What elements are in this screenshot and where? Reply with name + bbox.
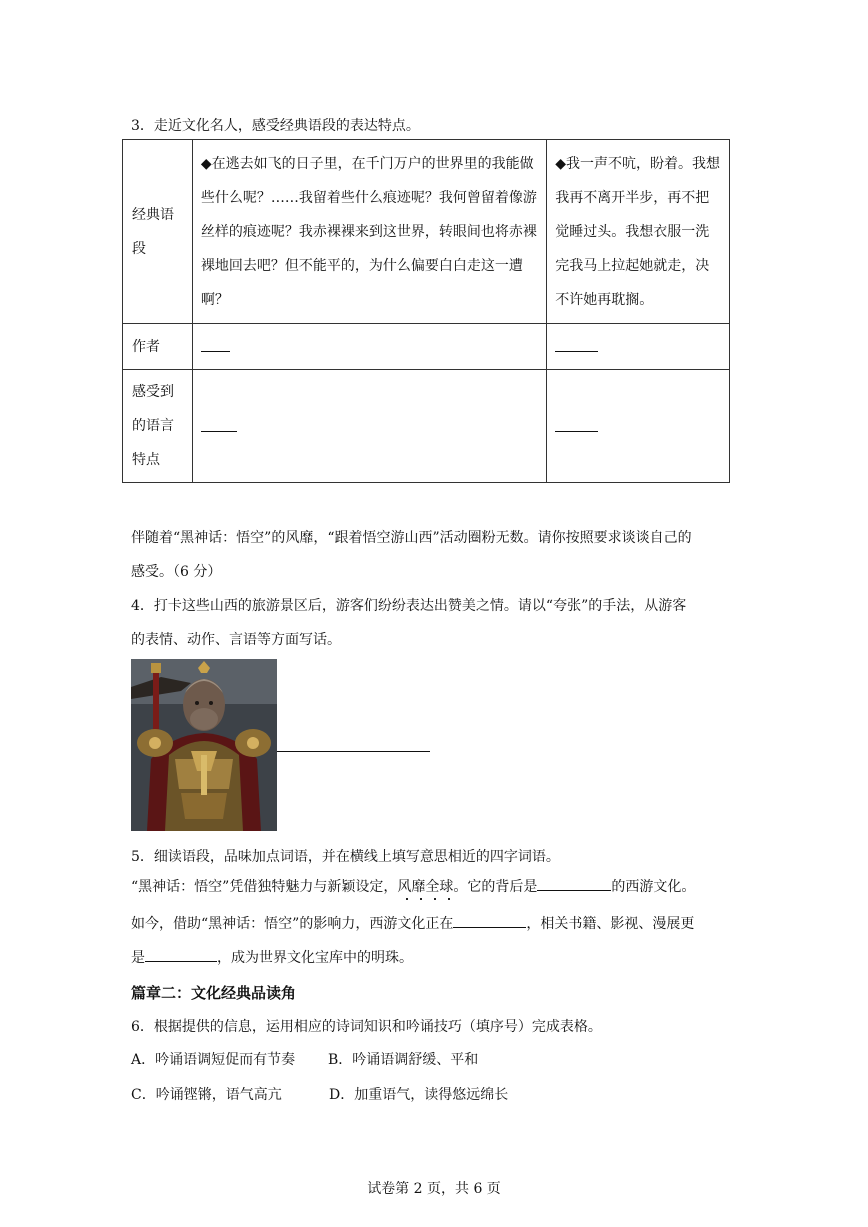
q5-l1-c: 的西游文化。 <box>611 879 696 895</box>
q5-blank-1[interactable] <box>537 876 611 891</box>
q6-option-d: D．加重语气，读得悠远绵长 <box>329 1087 509 1103</box>
q5-line-1 <box>131 876 695 896</box>
author-a-cell <box>192 324 546 370</box>
page-footer: 试卷第 2 页，共 6 页 <box>367 1181 501 1197</box>
intro-line-1: 伴随着“黑神话：悟空”的风靡，“跟着悟空游山西”活动圈粉无数。请你按照要求谈谈自己的 <box>131 530 692 546</box>
q5-prompt: 5．细读语段，品味加点词语，并在横线上填写意思相近的四字词语。 <box>131 849 560 865</box>
feature-a-cell <box>192 370 546 483</box>
wukong-armor-image <box>131 659 277 831</box>
q6-option-a: A．吟诵语调短促而有节奏 <box>131 1052 296 1068</box>
q5-line-2 <box>131 913 694 933</box>
q5-blank-3[interactable] <box>145 947 217 962</box>
intro-line-2: 感受。（6 分） <box>131 564 222 580</box>
author-b-cell <box>547 324 730 370</box>
q5-l3-a: 是 <box>131 950 145 966</box>
row-label-passages: 经典语段 <box>123 140 193 324</box>
dotted-word: 风靡全球 <box>397 879 454 895</box>
row-label-author: 作者 <box>123 324 193 370</box>
q5-l2-a: 如今，借助“黑神话：悟空”的影响力，西游文化正在 <box>131 916 454 932</box>
feature-b-blank[interactable] <box>555 417 598 432</box>
classic-passages-table <box>122 139 730 483</box>
author-a-blank[interactable] <box>201 337 230 352</box>
q5-l1-a: “黑神话：悟空”凭借独特魅力与新颖设定， <box>131 879 398 895</box>
author-b-blank[interactable] <box>555 337 598 352</box>
q4-answer-line[interactable] <box>277 751 430 752</box>
chapter-2-title: 篇章二：文化经典品读角 <box>131 984 297 1002</box>
q5-l3-b: ，成为世界文化宝库中的明珠。 <box>217 950 413 966</box>
q4-line-2: 的表情、动作、言语等方面写话。 <box>131 632 341 648</box>
q5-line-3 <box>131 947 413 967</box>
q6-option-c: C．吟诵铿锵，语气高亢 <box>131 1087 282 1103</box>
passage-a: ◆在逃去如飞的日子里，在千门万户的世界里的我能做些什么呢？……我留着些什么痕迹呢？我何曾留着像游丝样的痕迹呢？我赤裸裸来到这世界，转眼间也将赤裸裸地回去吧？但不能平的，为什么偏要白白走这一遭啊？ <box>192 140 546 324</box>
q6-prompt: 6．根据提供的信息，运用相应的诗词知识和吟诵技巧（填序号）完成表格。 <box>131 1019 602 1035</box>
feature-b-cell <box>547 370 730 483</box>
wukong-illustration <box>131 659 277 831</box>
passage-b: ◆我一声不吭，盼着。我想我再不离开半步，再不把觉睡过头。我想衣服一洗完我马上拉起她就走，决不许她再耽搁。 <box>547 140 730 324</box>
q5-l2-b: ，相关书籍、影视、漫展更 <box>526 916 695 932</box>
row-label-features: 感受到的语言特点 <box>123 370 193 483</box>
q5-l1-b: 。它的背后是 <box>453 879 538 895</box>
q3-prompt: 3．走近文化名人，感受经典语段的表达特点。 <box>131 118 420 134</box>
feature-a-blank[interactable] <box>201 417 237 432</box>
q4-line-1: 4．打卡这些山西的旅游景区后，游客们纷纷表达出赞美之情。请以“夸张”的手法，从游客 <box>131 598 687 614</box>
q5-blank-2[interactable] <box>453 913 526 928</box>
q6-option-b: B．吟诵语调舒缓、平和 <box>328 1052 479 1068</box>
